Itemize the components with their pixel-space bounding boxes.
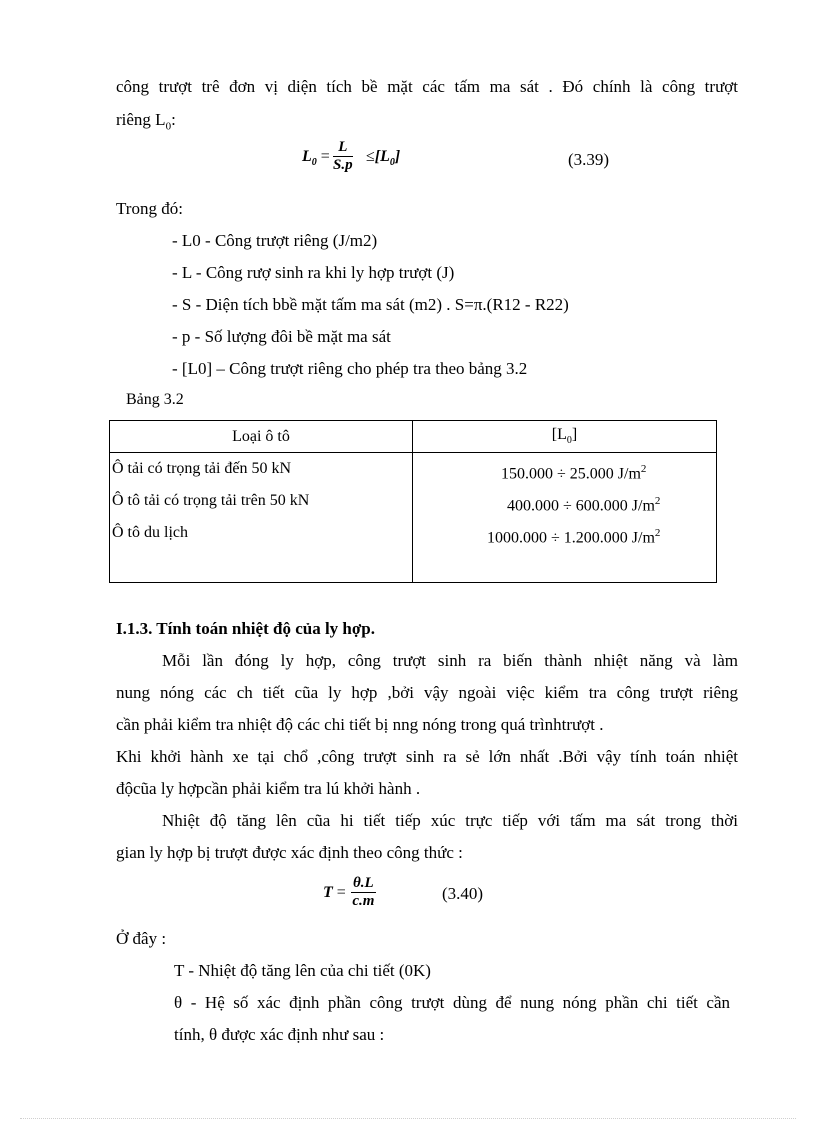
table-header-vehicle: Loại ô tô bbox=[110, 421, 413, 453]
fraction-theta-l-over-cm: $\frac{\theta.L}{c.m}$ bbox=[352, 875, 375, 909]
definition-item: - L0 - Công trượt riêng (J/m2) bbox=[172, 231, 378, 250]
table-row-range: 150.000 ÷ 25.000 $J/m^2$ bbox=[501, 463, 647, 483]
definition-item: - [L0] – Công trượt riêng cho phép tra theo bảng 3.2 bbox=[172, 359, 528, 378]
table-3-2 bbox=[109, 420, 717, 583]
paragraph-1-line-3: cần phải kiểm tra nhiệt độ các chi tiết bị nng nóng trong quá trìnhtrượt . bbox=[116, 715, 604, 734]
intro-line-2: riêng $L_0$: bbox=[116, 110, 176, 133]
intro-line-1: công trượt trê đơn vị diện tích bề mặt các tấm ma sát . Đó chính là công trượt bbox=[116, 77, 738, 96]
table-row-range: 400.000 ÷ 600.000 $J/m^2$ bbox=[507, 495, 661, 515]
table-row-vehicle: Ô tô tải có trọng tải trên 50 kN bbox=[112, 492, 310, 509]
paragraph-1-line-1: Mỗi lần đóng ly hợp, công trượt sinh ra biến thành nhiệt năng và làm bbox=[162, 651, 738, 670]
here-label: Ở đây : bbox=[116, 929, 167, 948]
page-bottom-divider bbox=[20, 1118, 796, 1119]
paragraph-3-line-2: gian ly hợp bị trượt được xác định theo công thức : bbox=[116, 843, 463, 862]
symbol-t-definition: T - Nhiệt độ tăng lên của chi tiết (0K) bbox=[174, 961, 431, 980]
paragraph-2-line-1: Khi khởi hành xe tại chổ ,công trượt sinh ra sẻ lớn nhất .Bởi vậy tính toán nhiệt bbox=[116, 747, 738, 766]
definition-item: - p - Số lượng đôi bề mặt ma sát bbox=[172, 327, 391, 346]
section-heading: I.1.3. Tính toán nhiệt độ của ly hợp. bbox=[116, 619, 375, 638]
table-row-range: 1000.000 ÷ 1.200.000 $J/m^2$ bbox=[487, 527, 661, 547]
symbol-theta-definition-line-1: θ - Hệ số xác định phần công trượt dùng để nung nóng phần chi tiết cần bbox=[174, 993, 730, 1012]
symbol-theta-definition-line-2: tính, θ được xác định như sau : bbox=[174, 1025, 385, 1044]
fraction-l-over-sp: $\frac{L}{S.p}$ bbox=[333, 139, 353, 173]
equation-number-3-40: (3.40) bbox=[442, 884, 484, 903]
where-label: Trong đó: bbox=[116, 199, 183, 218]
paragraph-3-line-1: Nhiệt độ tăng lên cũa hi tiết tiếp xúc trực tiếp với tấm ma sát trong thời bbox=[162, 811, 738, 830]
paragraph-2-line-2: độcũa ly hợpcần phải kiểm tra lú khởi hành . bbox=[116, 779, 421, 798]
table-header-l0: $[L_0]$ bbox=[413, 421, 717, 453]
definition-item: - S - Diện tích bbề mặt tấm ma sát (m2) . S=π.(R12 - R22) bbox=[172, 295, 569, 314]
definition-item: - L - Công rượ sinh ra khi ly hợp trượt (J) bbox=[172, 263, 455, 282]
equation-number-3-39: (3.39) bbox=[568, 150, 610, 169]
table-row-vehicle: Ô tô du lịch bbox=[112, 524, 188, 541]
paragraph-1-line-2: nung nóng các ch tiết cũa ly hợp ,bởi vậy ngoài việc kiểm tra công trượt riêng bbox=[116, 683, 738, 702]
table-row-vehicle: Ô tải có trọng tải đến 50 kN bbox=[112, 460, 292, 477]
table-caption: Bảng 3.2 bbox=[126, 391, 184, 408]
